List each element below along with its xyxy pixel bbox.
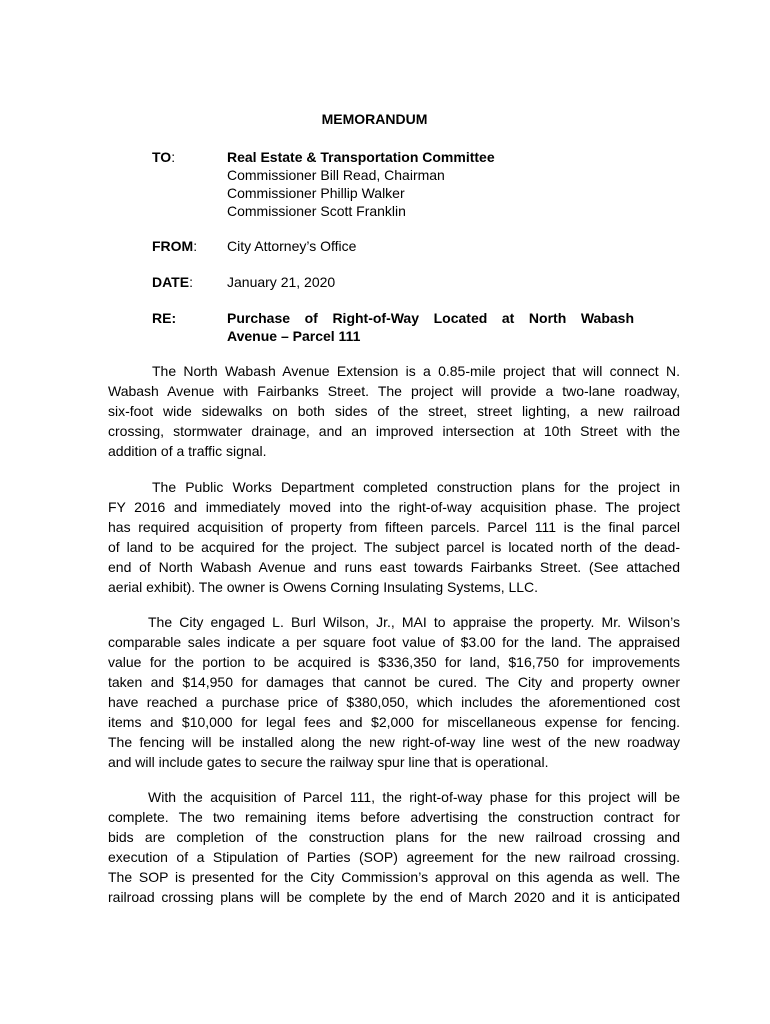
paragraph-line: six-foot wide sidewalks on both sides of the street, street lighting, a new railroad [108, 403, 680, 419]
paragraph-line: FY 2016 and immediately moved into the right-of-way acquisition phase. The project [108, 499, 680, 515]
date-label-row [152, 273, 193, 291]
from-label-row [152, 237, 197, 255]
paragraph-line: The SOP is presented for the City Commission’s approval on this agenda as well. The [108, 869, 680, 885]
paragraph-line: complete. The two remaining items before advertising the construction contract for [108, 809, 680, 825]
date-colon: : [189, 274, 193, 290]
to-committee: Real Estate & Transportation Committee [227, 149, 495, 165]
paragraph-line: taken and $14,950 for damages that cannot be cured. The City and property owner [108, 674, 680, 690]
re-label: RE: [152, 310, 177, 326]
paragraph-line: comparable sales indicate a per square foot value of $3.00 for the land. The appraised [108, 634, 680, 650]
date-value: January 21, 2020 [227, 274, 336, 290]
paragraph-line: With the acquisition of Parcel 111, the right-of-way phase for this project will be [148, 789, 680, 805]
paragraph-line: Wabash Avenue with Fairbanks Street. The project will provide a two-lane roadway, [108, 383, 680, 399]
date-label: DATE [152, 274, 190, 290]
paragraph-line: and will include gates to secure the railway spur line that is operational. [108, 754, 549, 770]
from-label: FROM [152, 238, 194, 254]
paragraph-line: railroad crossing plans will be complete by the end of March 2020 and it is anticipated [108, 889, 680, 905]
paragraph-line: The North Wabash Avenue Extension is a 0.85-mile project that will connect N. [152, 363, 680, 379]
paragraph-line: addition of a traffic signal. [108, 443, 267, 459]
body-paragraph-4 [108, 787, 680, 907]
paragraph-line: execution of a Stipulation of Parties (SOP) agreement for the new railroad crossing. [108, 849, 680, 865]
to-member: Commissioner Bill Read, Chairman [227, 167, 445, 183]
from-value: City Attorney’s Office [227, 238, 357, 254]
paragraph-line: The Public Works Department completed construction plans for the project in [152, 479, 680, 495]
paragraph-line: bids are completion of the construction plans for the new railroad crossing and [108, 829, 680, 845]
to-colon: : [171, 149, 176, 165]
paragraph-line: crossing, stormwater drainage, and an improved intersection at 10th Street with the [108, 423, 680, 439]
paragraph-line: of land to be acquired for the project. The subject parcel is located north of the dead- [108, 539, 680, 555]
paragraph-line: items and $10,000 for legal fees and $2,000 for miscellaneous expense for fencing. [108, 714, 680, 730]
paragraph-line: aerial exhibit). The owner is Owens Corning Insulating Systems, LLC. [108, 579, 539, 595]
paragraph-line: The City engaged L. Burl Wilson, Jr., MAI to appraise the property. Mr. Wilson’s [148, 614, 680, 630]
body-paragraph-2 [108, 477, 680, 597]
to-label-row [152, 148, 175, 166]
body-paragraph-3 [108, 612, 680, 772]
paragraph-line: end of North Wabash Avenue and runs east towards Fairbanks Street. (See attached [108, 559, 680, 575]
from-colon: : [193, 238, 198, 254]
re-label-row [152, 309, 176, 327]
to-label: TO [152, 149, 172, 165]
to-recipients [227, 148, 637, 220]
paragraph-line: The fencing will be installed along the new right-of-way line west of the new roadway [108, 734, 680, 750]
paragraph-line: have reached a purchase price of $380,050, which includes the aforementioned cost [108, 694, 680, 710]
memo-title: MEMORANDUM [321, 111, 428, 127]
paragraph-line: value for the portion to be acquired is $336,350 for land, $16,750 for improvements [108, 654, 680, 670]
re-subject-line: Avenue – Parcel 111 [227, 328, 361, 344]
to-member: Commissioner Scott Franklin [227, 203, 406, 219]
to-member: Commissioner Phillip Walker [227, 185, 405, 201]
body-paragraph-1 [108, 361, 680, 461]
paragraph-line: has required acquisition of property from fifteen parcels. Parcel 111 is the final parcel [108, 519, 680, 535]
re-subject [227, 309, 637, 345]
re-subject-line: Purchase of Right-of-Way Located at North Wabash [227, 310, 634, 326]
